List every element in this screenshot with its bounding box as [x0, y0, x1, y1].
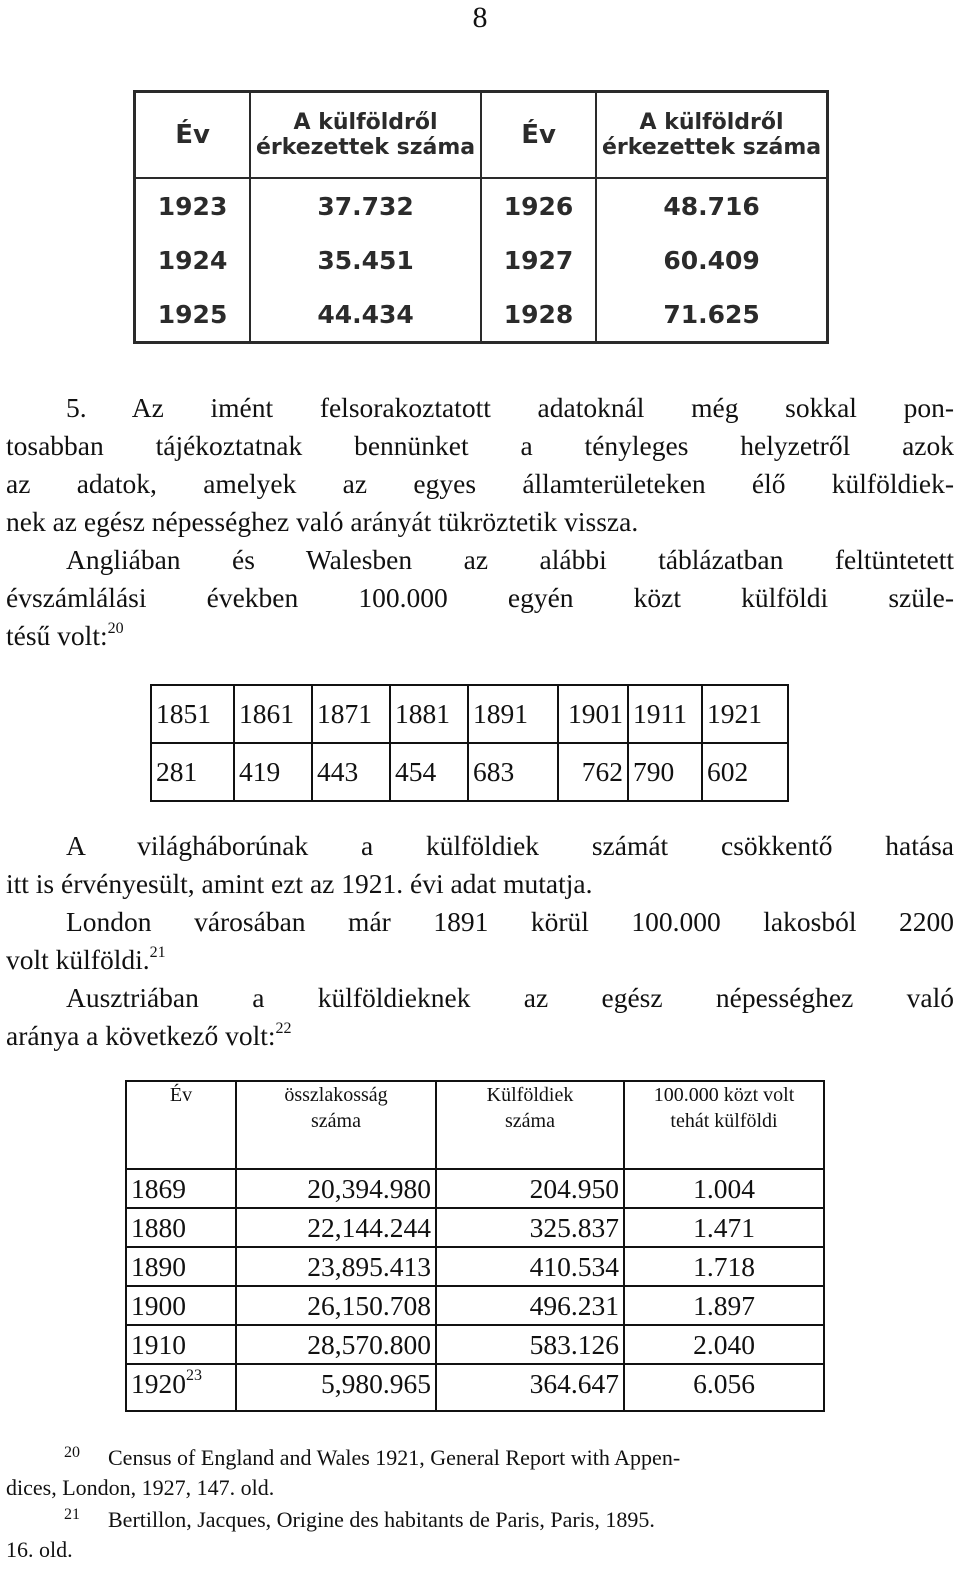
table-cell: 762	[558, 743, 628, 801]
table-cell	[624, 1402, 824, 1411]
column-header	[624, 1081, 824, 1169]
header-text: Külföldiek száma	[486, 1084, 574, 1132]
text-line-with-ref	[6, 1017, 954, 1055]
text-line: A világháborúnak a külföldiek számát csökkentő hatása	[66, 830, 954, 861]
text-line: London városában már 1891 körül 100.000 lakosból 2200	[66, 906, 954, 937]
table-cell: 325.837	[436, 1208, 624, 1247]
text-line: az adatok, amelyek az egyes államterületeken élő külföldiek-	[6, 468, 954, 499]
england-wales-table	[150, 684, 789, 802]
cell-text: 1920	[131, 1367, 186, 1399]
scan-header-arrivals-1: A külföldről érkezettek száma	[250, 92, 481, 179]
text-line: tosabban tájékoztatnak bennünket a tényleges helyzetről azok	[6, 430, 954, 461]
paragraph-war-effect	[6, 827, 954, 1055]
header-text: 100.000 közt volt tehát külföldi	[653, 1084, 795, 1132]
table-row	[151, 743, 788, 801]
paragraph-5	[6, 389, 954, 655]
table-cell: 71.625	[596, 287, 827, 343]
table-cell: 454	[390, 743, 468, 801]
table-cell: 48.716	[596, 178, 827, 233]
table-cell: 1869	[126, 1169, 236, 1208]
footnote-20	[6, 1443, 680, 1503]
austria-table	[125, 1080, 825, 1412]
table-cell: 410.534	[436, 1247, 624, 1286]
table-cell: 1910	[126, 1325, 236, 1364]
table-cell: 35.451	[250, 233, 481, 287]
table-cell: 1921	[702, 685, 788, 743]
table-cell: 1901	[558, 685, 628, 743]
table-bottom-spacer	[126, 1402, 824, 1411]
table-cell: 364.647	[436, 1364, 624, 1402]
table-row	[135, 287, 828, 343]
column-header: Év	[126, 1081, 236, 1169]
text-line: Ausztriában a külföldieknek az egész népességhez való	[66, 982, 954, 1013]
table-cell: 1927	[481, 233, 596, 287]
table-cell: 28,570.800	[236, 1325, 436, 1364]
table-cell: 1926	[481, 178, 596, 233]
table-cell: 683	[468, 743, 558, 801]
footnote-line: 20 Census of England and Wales 1921, General Report with Appen-	[64, 1444, 681, 1470]
footnote-21	[6, 1505, 655, 1565]
table-cell: 20,394.980	[236, 1169, 436, 1208]
footnote-text: Census of England and Wales 1921, General Report with Appen-	[108, 1445, 681, 1470]
table-cell: 26,150.708	[236, 1286, 436, 1325]
table-cell: 583.126	[436, 1325, 624, 1364]
scan-header-arrivals-2: A külföldről érkezettek száma	[596, 92, 827, 179]
table-cell: 1851	[151, 685, 234, 743]
footnote-ref: 22	[275, 1019, 292, 1037]
table-cell: 1861	[234, 685, 312, 743]
footnote-ref: 21	[149, 943, 166, 961]
table-cell: 1.004	[624, 1169, 824, 1208]
table-cell: 1928	[481, 287, 596, 343]
text-line: nek az egész népességhez való arányát tükröztetik vissza.	[6, 506, 639, 537]
scan-header-year-1: Év	[135, 92, 251, 179]
table-cell: 2.040	[624, 1325, 824, 1364]
footnote-line: 16. old.	[6, 1537, 73, 1562]
table-cell: 496.231	[436, 1286, 624, 1325]
table-cell: 790	[628, 743, 702, 801]
scan-header-year-2: Év	[481, 92, 596, 179]
table-row	[126, 1364, 824, 1402]
table-row	[126, 1169, 824, 1208]
table-cell: 1891	[468, 685, 558, 743]
table-cell: 1880	[126, 1208, 236, 1247]
table-cell: 204.950	[436, 1169, 624, 1208]
page-number: 8	[472, 1, 488, 34]
table-cell: 1.897	[624, 1286, 824, 1325]
column-header	[236, 1081, 436, 1169]
table-cell: 1890	[126, 1247, 236, 1286]
table-cell: 22,144.244	[236, 1208, 436, 1247]
table-cell: 44.434	[250, 287, 481, 343]
text-fragment: tésű volt:	[6, 620, 108, 651]
table-row	[151, 685, 788, 743]
table-cell: 60.409	[596, 233, 827, 287]
table-row	[126, 1325, 824, 1364]
table-cell	[436, 1402, 624, 1411]
table-row	[135, 178, 828, 233]
table-cell: 1.718	[624, 1247, 824, 1286]
text-line-with-ref	[6, 941, 954, 979]
text-line: 5. Az imént felsorakoztatott adatoknál még sokkal pon-	[66, 392, 954, 423]
footnote-ref: 23	[186, 1367, 202, 1385]
table-cell: 602	[702, 743, 788, 801]
table-row	[126, 1286, 824, 1325]
table-cell: 1900	[126, 1286, 236, 1325]
footnote-text: Bertillon, Jacques, Origine des habitants de Paris, Paris, 1895.	[108, 1507, 655, 1532]
table-cell: 6.056	[624, 1364, 824, 1402]
footnote-line: dices, London, 1927, 147. old.	[6, 1475, 275, 1500]
table-row	[126, 1247, 824, 1286]
table-cell: 37.732	[250, 178, 481, 233]
text-line-with-ref	[6, 617, 954, 655]
table-cell: 1871	[312, 685, 390, 743]
text-line: itt is érvényesült, amint ezt az 1921. évi adat mutatja.	[6, 868, 593, 899]
table-cell: 1924	[135, 233, 251, 287]
table-cell: 1925	[135, 287, 251, 343]
table-cell: 1911	[628, 685, 702, 743]
footnote-line: 21 Bertillon, Jacques, Origine des habitants de Paris, Paris, 1895.	[64, 1506, 655, 1532]
table-cell: 1.471	[624, 1208, 824, 1247]
table-cell: 5,980.965	[236, 1364, 436, 1402]
table-cell: 443	[312, 743, 390, 801]
table-cell	[126, 1402, 236, 1411]
column-header	[436, 1081, 624, 1169]
table-cell: 1923	[135, 178, 251, 233]
table-header-row	[126, 1081, 824, 1169]
table-row	[126, 1208, 824, 1247]
header-text: összlakosság száma	[284, 1084, 388, 1132]
table-cell	[236, 1402, 436, 1411]
table-cell: 419	[234, 743, 312, 801]
table-cell	[126, 1364, 236, 1402]
table-cell: 23,895.413	[236, 1247, 436, 1286]
table-cell: 281	[151, 743, 234, 801]
text-line: Angliában és Walesben az alábbi táblázatban feltüntetett	[66, 544, 954, 575]
text-fragment: volt külföldi.	[6, 944, 150, 975]
text-line: évszámlálási években 100.000 egyén közt külföldi szüle-	[6, 582, 954, 613]
table-row	[135, 233, 828, 287]
text-fragment: aránya a következő volt:	[6, 1020, 276, 1051]
scanned-immigration-table	[133, 90, 829, 344]
footnote-ref: 20	[107, 619, 124, 637]
table-cell: 1881	[390, 685, 468, 743]
